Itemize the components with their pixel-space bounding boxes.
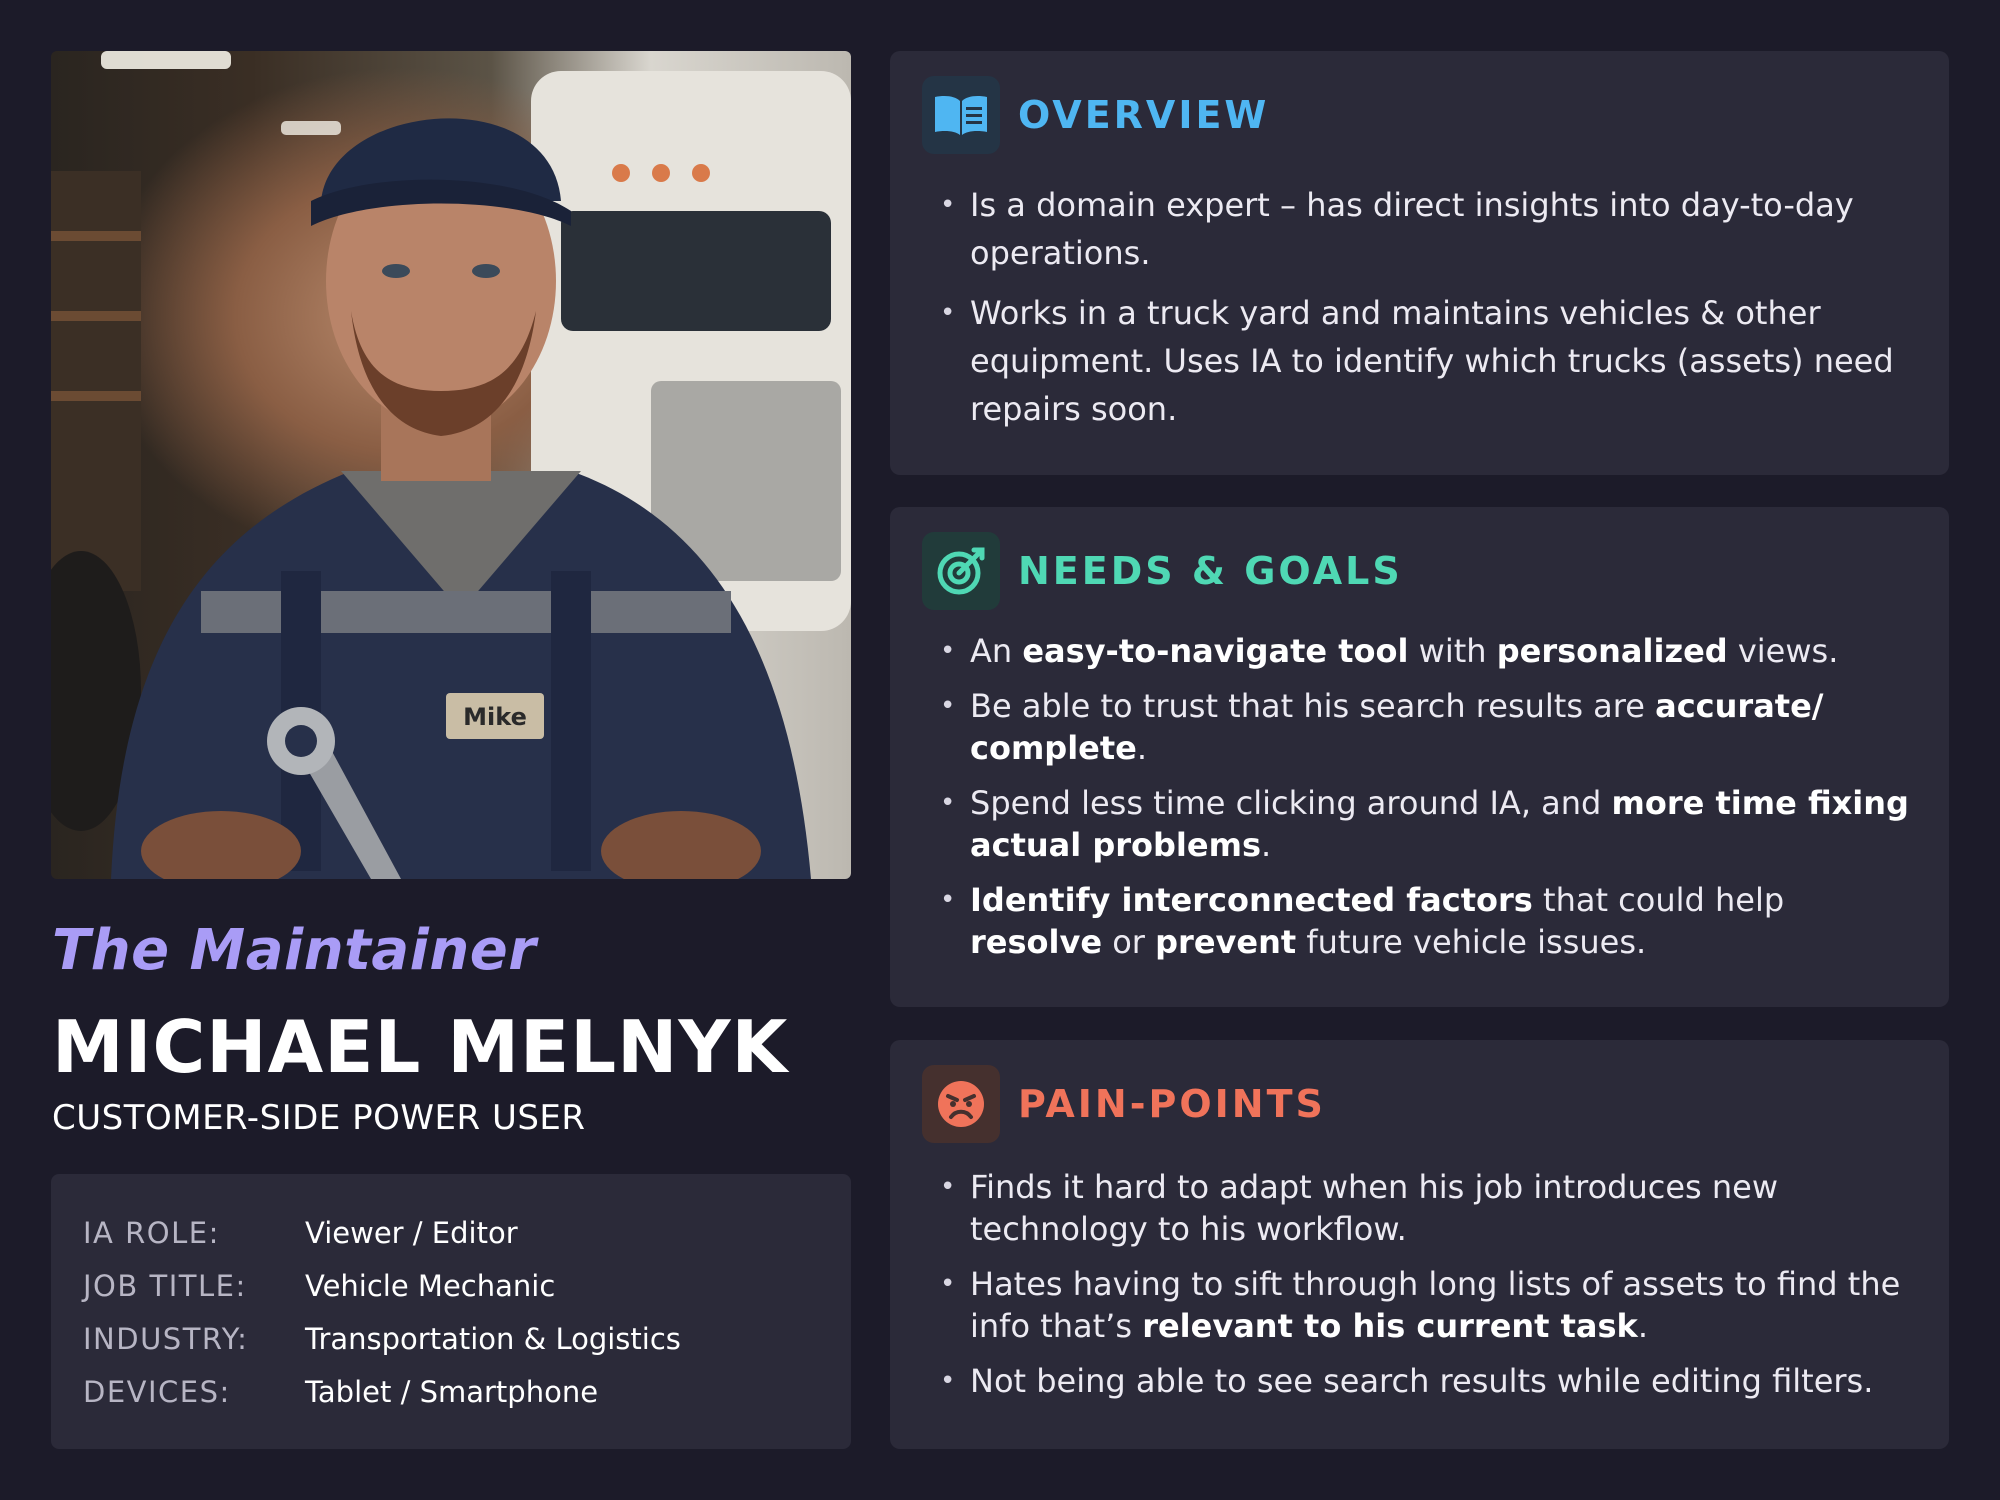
pain-bullet	[940, 1263, 1919, 1347]
bullet-text: .	[1637, 1307, 1648, 1345]
persona-label: The Maintainer	[52, 918, 537, 983]
bullet-text: Not being able to see search results while editing filters.	[970, 1362, 1874, 1400]
pain-bullet	[940, 1360, 1919, 1402]
detail-key: JOB TITLE:	[83, 1269, 247, 1303]
bullet-text: with	[1408, 632, 1497, 670]
detail-row-job-title	[83, 1269, 823, 1309]
bullet-bold-text: easy-to-navigate tool	[1022, 632, 1409, 670]
bullet-text: Finds it hard to adapt when his job introduces new technology to his workflow.	[970, 1168, 1779, 1248]
overview-bullet	[940, 289, 1919, 433]
bullet-bold-text: prevent	[1155, 923, 1297, 961]
overview-card	[890, 51, 1949, 475]
persona-photo	[51, 51, 851, 879]
overview-list	[940, 181, 1919, 445]
bullet-text: Be able to trust that his search results are	[970, 687, 1656, 725]
detail-row-industry	[83, 1322, 823, 1362]
needs-goals-card	[890, 507, 1949, 1007]
bullet-bold-text: accurate/ complete	[970, 687, 1824, 767]
bullet-text: Works in a truck yard and maintains vehicles & other equipment. Uses IA to identify which trucks (assets) need repairs soon.	[970, 294, 1894, 428]
pain-points-list	[940, 1166, 1919, 1415]
bullet-text: An	[970, 632, 1023, 670]
target-goal-icon	[922, 532, 1000, 610]
name-tag-text: Mike	[463, 703, 527, 731]
needs-goals-list	[940, 630, 1919, 976]
mechanic-portrait-illustration	[51, 51, 851, 879]
detail-row-ia-role	[83, 1216, 823, 1256]
detail-key: IA ROLE:	[83, 1216, 220, 1250]
detail-value: Viewer / Editor	[305, 1216, 518, 1250]
bullet-bold-text: resolve	[970, 923, 1103, 961]
needs-bullet	[940, 630, 1919, 672]
bullet-text: views.	[1727, 632, 1839, 670]
angry-face-icon	[922, 1065, 1000, 1143]
detail-row-devices	[83, 1375, 823, 1415]
pain-points-title: PAIN-POINTS	[1018, 1082, 1326, 1126]
detail-key: DEVICES:	[83, 1375, 231, 1409]
overview-title: OVERVIEW	[1018, 93, 1270, 137]
bullet-bold-text: Identify interconnected factors	[970, 881, 1533, 919]
needs-bullet	[940, 879, 1919, 963]
needs-bullet	[940, 782, 1919, 866]
persona-name: MICHAEL MELNYK	[52, 1005, 789, 1089]
needs-bullet	[940, 685, 1919, 769]
bullet-bold-text: relevant to his current task	[1142, 1307, 1638, 1345]
bullet-text: that could help	[1532, 881, 1785, 919]
detail-value: Tablet / Smartphone	[305, 1375, 599, 1409]
bullet-text: future vehicle issues.	[1296, 923, 1647, 961]
pain-points-card	[890, 1040, 1949, 1449]
needs-goals-title: NEEDS & GOALS	[1018, 549, 1403, 593]
persona-subtitle: CUSTOMER-SIDE POWER USER	[52, 1098, 586, 1138]
overview-bullet	[940, 181, 1919, 277]
bullet-text: Hates having to sift through long lists of assets to find the info that’s	[970, 1265, 1901, 1345]
detail-key: INDUSTRY:	[83, 1322, 249, 1356]
bullet-bold-text: personalized	[1496, 632, 1728, 670]
detail-value: Transportation & Logistics	[305, 1322, 681, 1356]
pain-bullet	[940, 1166, 1919, 1250]
bullet-text: .	[1136, 729, 1148, 767]
bullet-text: or	[1102, 923, 1156, 961]
persona-details-panel	[51, 1174, 851, 1449]
bullet-text: Is a domain expert – has direct insights into day-to-day operations.	[970, 186, 1854, 272]
bullet-bold-text: more time fixing actual problems	[970, 784, 1909, 864]
bullet-text: Spend less time clicking around IA, and	[970, 784, 1612, 822]
detail-value: Vehicle Mechanic	[305, 1269, 556, 1303]
bullet-text: .	[1260, 826, 1272, 864]
open-book-icon	[922, 76, 1000, 154]
